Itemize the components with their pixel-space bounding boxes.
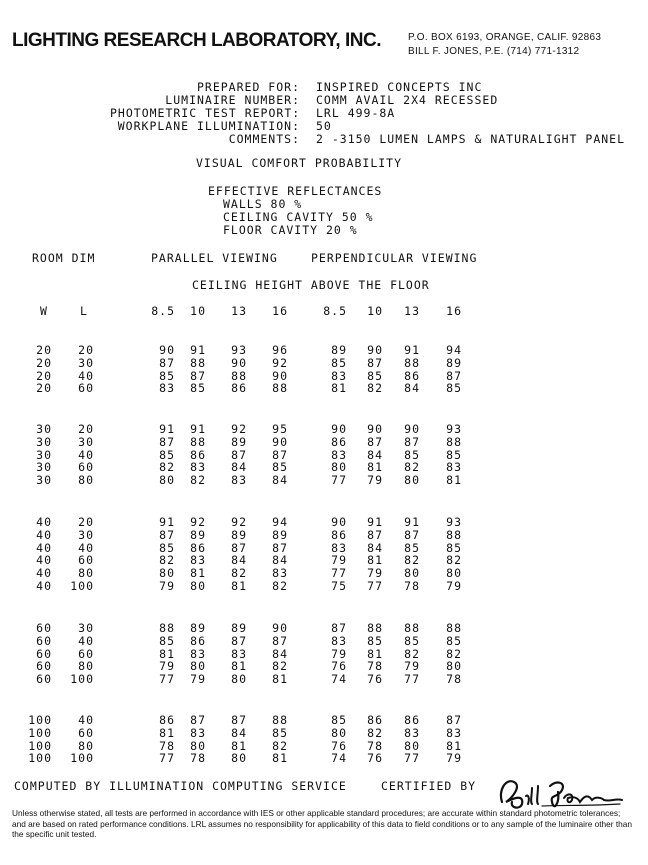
vcp-value-cell: 87 <box>404 434 420 449</box>
vcp-value-cell: 82 <box>367 725 383 740</box>
vcp-value-cell: 87 <box>231 713 247 727</box>
vcp-value-cell: 94 <box>272 515 288 529</box>
vcp-value-cell: 81 <box>367 646 383 661</box>
vcp-value-cell: 87 <box>159 355 175 370</box>
report-info-value: 2 -3150 LUMEN LAMPS & NATURALIGHT PANEL <box>316 132 626 146</box>
report-info-label: COMMENTS: <box>228 132 300 146</box>
vcp-value-cell: 86 <box>190 633 206 648</box>
vcp-value-cell: 81 <box>367 553 383 568</box>
vcp-value-cell: 84 <box>272 473 288 488</box>
room-width-cell: 40 <box>36 515 52 529</box>
vcp-value-cell: 93 <box>446 422 462 436</box>
vcp-value-cell: 92 <box>231 515 247 529</box>
vcp-value-cell: 77 <box>159 672 175 687</box>
room-width-cell: 60 <box>36 672 52 687</box>
vcp-value-cell: 89 <box>231 621 247 635</box>
vcp-value-cell: 86 <box>331 527 347 542</box>
vcp-value-cell: 88 <box>446 527 462 542</box>
room-length-cell: 30 <box>78 527 94 542</box>
room-length-cell: 80 <box>78 659 94 674</box>
vcp-value-cell: 81 <box>446 738 462 753</box>
vcp-value-cell: 90 <box>159 343 175 357</box>
vcp-value-cell: 80 <box>331 725 347 740</box>
vcp-value-cell: 79 <box>446 579 462 593</box>
room-width-cell: 20 <box>36 355 52 370</box>
vcp-value-cell: 90 <box>272 621 288 635</box>
vcp-value-cell: 87 <box>190 368 206 383</box>
vcp-value-cell: 86 <box>404 368 420 383</box>
room-length-cell: 60 <box>78 381 94 396</box>
floor-cavity-reflectance: FLOOR CAVITY 20 % <box>223 223 358 237</box>
vcp-value-cell: 82 <box>231 566 247 581</box>
room-width-cell: 100 <box>28 725 52 740</box>
room-width-cell: 30 <box>36 434 52 449</box>
vcp-value-cell: 90 <box>272 368 288 383</box>
vcp-value-cell: 81 <box>190 566 206 581</box>
vcp-value-cell: 81 <box>272 672 288 687</box>
vcp-value-cell: 85 <box>446 447 462 462</box>
vcp-value-cell: 88 <box>231 368 247 383</box>
vcp-value-cell: 78 <box>367 659 383 674</box>
vcp-value-cell: 87 <box>331 621 347 635</box>
vcp-value-cell: 90 <box>231 355 247 370</box>
vcp-value-cell: 84 <box>367 540 383 555</box>
vcp-value-cell: 83 <box>331 447 347 462</box>
vcp-value-cell: 81 <box>272 751 288 766</box>
room-length-cell: 100 <box>70 672 94 687</box>
room-length-cell: 40 <box>78 633 94 648</box>
room-length-cell: 80 <box>78 473 94 488</box>
vcp-value-cell: 94 <box>446 343 462 357</box>
vcp-value-cell: 81 <box>231 738 247 753</box>
vcp-value-cell: 82 <box>404 460 420 475</box>
vcp-value-cell: 82 <box>404 646 420 661</box>
vcp-value-cell: 92 <box>231 422 247 436</box>
vcp-value-cell: 80 <box>231 751 247 766</box>
section-title: VISUAL COMFORT PROBABILITY <box>196 156 403 170</box>
vcp-value-cell: 83 <box>231 473 247 488</box>
report-info-value: INSPIRED CONCEPTS INC <box>316 80 483 94</box>
vcp-value-cell: 86 <box>190 540 206 555</box>
room-length-cell: 60 <box>78 725 94 740</box>
vcp-value-cell: 83 <box>272 566 288 581</box>
vcp-value-cell: 80 <box>404 738 420 753</box>
vcp-value-cell: 81 <box>231 579 247 593</box>
vcp-value-cell: 88 <box>404 621 420 635</box>
vcp-value-cell: 80 <box>231 672 247 687</box>
vcp-value-cell: 82 <box>272 738 288 753</box>
vcp-value-cell: 83 <box>190 646 206 661</box>
room-length-cell: 100 <box>70 751 94 766</box>
vcp-value-cell: 83 <box>331 633 347 648</box>
vcp-value-cell: 85 <box>404 633 420 648</box>
vcp-value-cell: 77 <box>331 473 347 488</box>
vcp-value-cell: 82 <box>159 553 175 568</box>
length-column-label: L <box>80 304 88 318</box>
lab-address: P.O. BOX 6193, ORANGE, CALIF. 92863 <box>408 32 602 43</box>
vcp-value-cell: 79 <box>446 751 462 766</box>
vcp-value-cell: 85 <box>446 381 462 396</box>
vcp-value-cell: 76 <box>331 738 347 753</box>
vcp-value-cell: 90 <box>367 343 383 357</box>
vcp-value-cell: 74 <box>331 672 347 687</box>
room-length-cell: 40 <box>78 540 94 555</box>
width-column-label: W <box>40 304 48 318</box>
room-width-cell: 40 <box>36 579 52 593</box>
room-length-cell: 20 <box>78 422 94 436</box>
vcp-value-cell: 85 <box>159 633 175 648</box>
vcp-value-cell: 79 <box>404 659 420 674</box>
vcp-value-cell: 88 <box>446 434 462 449</box>
room-width-cell: 60 <box>36 646 52 661</box>
room-length-cell: 80 <box>78 566 94 581</box>
vcp-value-cell: 78 <box>446 672 462 687</box>
vcp-value-cell: 88 <box>159 621 175 635</box>
ceiling-height-header: 16 <box>446 304 462 318</box>
vcp-value-cell: 80 <box>190 738 206 753</box>
vcp-value-cell: 82 <box>272 659 288 674</box>
vcp-value-cell: 87 <box>404 527 420 542</box>
vcp-value-cell: 83 <box>404 725 420 740</box>
vcp-value-cell: 89 <box>446 355 462 370</box>
vcp-value-cell: 87 <box>231 633 247 648</box>
room-length-cell: 40 <box>78 713 94 727</box>
room-width-cell: 30 <box>36 447 52 462</box>
ceiling-height-header: 13 <box>231 304 247 318</box>
vcp-value-cell: 86 <box>404 713 420 727</box>
room-width-cell: 30 <box>36 473 52 488</box>
vcp-value-cell: 81 <box>331 381 347 396</box>
vcp-value-cell: 92 <box>272 355 288 370</box>
vcp-value-cell: 86 <box>159 713 175 727</box>
vcp-value-cell: 77 <box>367 579 383 593</box>
vcp-value-cell: 87 <box>159 527 175 542</box>
vcp-value-cell: 80 <box>331 460 347 475</box>
vcp-value-cell: 87 <box>367 527 383 542</box>
parallel-viewing-label: PARALLEL VIEWING <box>151 251 278 265</box>
room-width-cell: 20 <box>36 381 52 396</box>
room-width-cell: 100 <box>28 713 52 727</box>
report-info-label: PHOTOMETRIC TEST REPORT: <box>110 106 301 120</box>
vcp-value-cell: 83 <box>446 725 462 740</box>
vcp-value-cell: 93 <box>446 515 462 529</box>
report-info-value: LRL 499-8A <box>316 106 396 120</box>
report-info-label: PREPARED FOR: <box>196 80 300 94</box>
vcp-value-cell: 96 <box>272 343 288 357</box>
vcp-value-cell: 78 <box>367 738 383 753</box>
vcp-value-cell: 83 <box>331 368 347 383</box>
vcp-value-cell: 77 <box>159 751 175 766</box>
vcp-value-cell: 84 <box>231 725 247 740</box>
vcp-value-cell: 89 <box>190 527 206 542</box>
vcp-value-cell: 78 <box>404 579 420 593</box>
room-width-cell: 30 <box>36 422 52 436</box>
vcp-value-cell: 85 <box>404 447 420 462</box>
vcp-value-cell: 82 <box>367 381 383 396</box>
vcp-value-cell: 87 <box>159 434 175 449</box>
ceiling-height-header: 10 <box>190 304 206 318</box>
perpendicular-viewing-label: PERPENDICULAR VIEWING <box>311 251 478 265</box>
vcp-value-cell: 80 <box>446 659 462 674</box>
vcp-value-cell: 88 <box>190 355 206 370</box>
vcp-value-cell: 87 <box>272 447 288 462</box>
room-width-cell: 40 <box>36 540 52 555</box>
room-width-cell: 40 <box>36 527 52 542</box>
vcp-value-cell: 75 <box>331 579 347 593</box>
room-length-cell: 30 <box>78 434 94 449</box>
vcp-value-cell: 83 <box>331 540 347 555</box>
vcp-value-cell: 87 <box>446 713 462 727</box>
vcp-value-cell: 88 <box>404 355 420 370</box>
vcp-value-cell: 77 <box>404 751 420 766</box>
room-length-cell: 30 <box>78 621 94 635</box>
vcp-value-cell: 86 <box>331 434 347 449</box>
vcp-value-cell: 92 <box>190 515 206 529</box>
vcp-value-cell: 90 <box>404 422 420 436</box>
room-length-cell: 60 <box>78 460 94 475</box>
vcp-value-cell: 79 <box>367 566 383 581</box>
vcp-value-cell: 78 <box>190 751 206 766</box>
ceiling-height-header: 8.5 <box>323 304 347 318</box>
vcp-value-cell: 82 <box>404 553 420 568</box>
vcp-value-cell: 76 <box>331 659 347 674</box>
vcp-value-cell: 86 <box>367 713 383 727</box>
vcp-value-cell: 87 <box>190 713 206 727</box>
vcp-value-cell: 85 <box>272 460 288 475</box>
vcp-value-cell: 77 <box>404 672 420 687</box>
vcp-value-cell: 84 <box>367 447 383 462</box>
vcp-value-cell: 91 <box>159 422 175 436</box>
vcp-value-cell: 91 <box>159 515 175 529</box>
vcp-value-cell: 87 <box>367 355 383 370</box>
vcp-value-cell: 81 <box>367 460 383 475</box>
computed-by: COMPUTED BY ILLUMINATION COMPUTING SERVICE <box>14 779 347 793</box>
vcp-value-cell: 78 <box>159 738 175 753</box>
vcp-value-cell: 87 <box>231 540 247 555</box>
vcp-value-cell: 87 <box>367 434 383 449</box>
vcp-value-cell: 84 <box>272 646 288 661</box>
vcp-value-cell: 86 <box>231 381 247 396</box>
room-length-cell: 20 <box>78 343 94 357</box>
room-length-cell: 80 <box>78 738 94 753</box>
vcp-value-cell: 93 <box>231 343 247 357</box>
vcp-value-cell: 90 <box>331 515 347 529</box>
vcp-value-cell: 79 <box>190 672 206 687</box>
vcp-value-cell: 76 <box>367 672 383 687</box>
room-width-cell: 60 <box>36 621 52 635</box>
vcp-value-cell: 89 <box>231 434 247 449</box>
room-dim-label: ROOM DIM <box>32 251 96 265</box>
lab-contact: BILL F. JONES, P.E. (714) 771-1312 <box>408 46 580 57</box>
room-length-cell: 100 <box>70 579 94 593</box>
vcp-value-cell: 80 <box>446 566 462 581</box>
disclaimer-note: Unless otherwise stated, all tests are performed in accordance with IES or other applicable standard procedures; are accurate within standard photometric tolerances; and are based on rated performance conditions. LRL assumes no responsibility for applicability of this data to field conditions or to any sample of the luminaire other than the specific unit tested. <box>12 808 633 839</box>
vcp-value-cell: 82 <box>272 579 288 593</box>
vcp-value-cell: 85 <box>159 368 175 383</box>
vcp-value-cell: 87 <box>272 633 288 648</box>
vcp-value-cell: 85 <box>367 633 383 648</box>
room-width-cell: 40 <box>36 553 52 568</box>
vcp-value-cell: 85 <box>190 381 206 396</box>
vcp-value-cell: 90 <box>367 422 383 436</box>
report-info-label: LUMINAIRE NUMBER: <box>165 93 300 107</box>
vcp-value-cell: 91 <box>404 343 420 357</box>
vcp-value-cell: 77 <box>331 566 347 581</box>
vcp-value-cell: 89 <box>231 527 247 542</box>
vcp-value-cell: 89 <box>272 527 288 542</box>
vcp-value-cell: 89 <box>190 621 206 635</box>
report-info-label: WORKPLANE ILLUMINATION: <box>117 119 300 133</box>
vcp-value-cell: 82 <box>190 473 206 488</box>
vcp-value-cell: 80 <box>159 473 175 488</box>
room-width-cell: 20 <box>36 368 52 383</box>
vcp-value-cell: 79 <box>159 659 175 674</box>
vcp-value-cell: 88 <box>446 621 462 635</box>
vcp-value-cell: 74 <box>331 751 347 766</box>
vcp-value-cell: 88 <box>190 434 206 449</box>
vcp-value-cell: 81 <box>231 659 247 674</box>
vcp-value-cell: 83 <box>159 381 175 396</box>
vcp-value-cell: 87 <box>231 447 247 462</box>
report-info-value: 50 <box>316 119 332 133</box>
room-length-cell: 60 <box>78 646 94 661</box>
ceiling-height-header: 13 <box>404 304 420 318</box>
vcp-value-cell: 81 <box>159 646 175 661</box>
vcp-value-cell: 87 <box>272 540 288 555</box>
vcp-value-cell: 81 <box>446 473 462 488</box>
room-width-cell: 40 <box>36 566 52 581</box>
vcp-value-cell: 84 <box>272 553 288 568</box>
vcp-value-cell: 82 <box>159 460 175 475</box>
vcp-value-cell: 91 <box>190 422 206 436</box>
vcp-value-cell: 79 <box>331 646 347 661</box>
vcp-value-cell: 83 <box>190 553 206 568</box>
vcp-value-cell: 84 <box>231 553 247 568</box>
vcp-value-cell: 85 <box>367 368 383 383</box>
vcp-value-cell: 79 <box>367 473 383 488</box>
vcp-value-cell: 85 <box>446 540 462 555</box>
ceiling-height-header: 8.5 <box>151 304 175 318</box>
vcp-value-cell: 80 <box>190 579 206 593</box>
vcp-value-cell: 83 <box>231 646 247 661</box>
vcp-value-cell: 85 <box>331 355 347 370</box>
room-length-cell: 30 <box>78 355 94 370</box>
vcp-value-cell: 83 <box>446 460 462 475</box>
vcp-value-cell: 90 <box>331 422 347 436</box>
vcp-value-cell: 85 <box>272 725 288 740</box>
vcp-value-cell: 89 <box>331 343 347 357</box>
vcp-value-cell: 88 <box>272 713 288 727</box>
vcp-value-cell: 80 <box>190 659 206 674</box>
reflectances-heading: EFFECTIVE REFLECTANCES <box>208 184 383 198</box>
vcp-value-cell: 83 <box>190 725 206 740</box>
room-width-cell: 100 <box>28 738 52 753</box>
vcp-value-cell: 85 <box>159 447 175 462</box>
room-length-cell: 60 <box>78 553 94 568</box>
vcp-value-cell: 76 <box>367 751 383 766</box>
vcp-value-cell: 80 <box>404 473 420 488</box>
ceiling-cavity-reflectance: CEILING CAVITY 50 % <box>223 210 374 224</box>
vcp-value-cell: 84 <box>231 460 247 475</box>
ceiling-height-header: 10 <box>367 304 383 318</box>
certified-by: CERTIFIED BY <box>381 779 477 793</box>
vcp-value-cell: 87 <box>446 368 462 383</box>
room-width-cell: 30 <box>36 460 52 475</box>
vcp-value-cell: 85 <box>331 713 347 727</box>
vcp-value-cell: 82 <box>446 553 462 568</box>
room-width-cell: 100 <box>28 751 52 766</box>
vcp-value-cell: 79 <box>159 579 175 593</box>
vcp-value-cell: 90 <box>272 434 288 449</box>
room-length-cell: 20 <box>78 515 94 529</box>
ceiling-height-label: CEILING HEIGHT ABOVE THE FLOOR <box>192 278 430 292</box>
vcp-value-cell: 91 <box>367 515 383 529</box>
room-length-cell: 40 <box>78 447 94 462</box>
room-length-cell: 40 <box>78 368 94 383</box>
room-width-cell: 20 <box>36 343 52 357</box>
vcp-value-cell: 86 <box>190 447 206 462</box>
room-width-cell: 60 <box>36 659 52 674</box>
vcp-value-cell: 79 <box>331 553 347 568</box>
vcp-value-cell: 82 <box>446 646 462 661</box>
vcp-value-cell: 88 <box>367 621 383 635</box>
vcp-value-cell: 81 <box>159 725 175 740</box>
vcp-value-cell: 83 <box>190 460 206 475</box>
walls-reflectance: WALLS 80 % <box>223 197 303 211</box>
vcp-value-cell: 84 <box>404 381 420 396</box>
ceiling-height-header: 16 <box>272 304 288 318</box>
report-info-value: COMM AVAIL 2X4 RECESSED <box>316 93 499 107</box>
vcp-value-cell: 85 <box>404 540 420 555</box>
vcp-value-cell: 85 <box>159 540 175 555</box>
vcp-value-cell: 80 <box>159 566 175 581</box>
vcp-value-cell: 91 <box>404 515 420 529</box>
vcp-value-cell: 95 <box>272 422 288 436</box>
room-width-cell: 60 <box>36 633 52 648</box>
vcp-value-cell: 91 <box>190 343 206 357</box>
lab-name: LIGHTING RESEARCH LABORATORY, INC. <box>12 30 381 51</box>
vcp-value-cell: 85 <box>446 633 462 648</box>
vcp-value-cell: 80 <box>404 566 420 581</box>
vcp-value-cell: 88 <box>272 381 288 396</box>
